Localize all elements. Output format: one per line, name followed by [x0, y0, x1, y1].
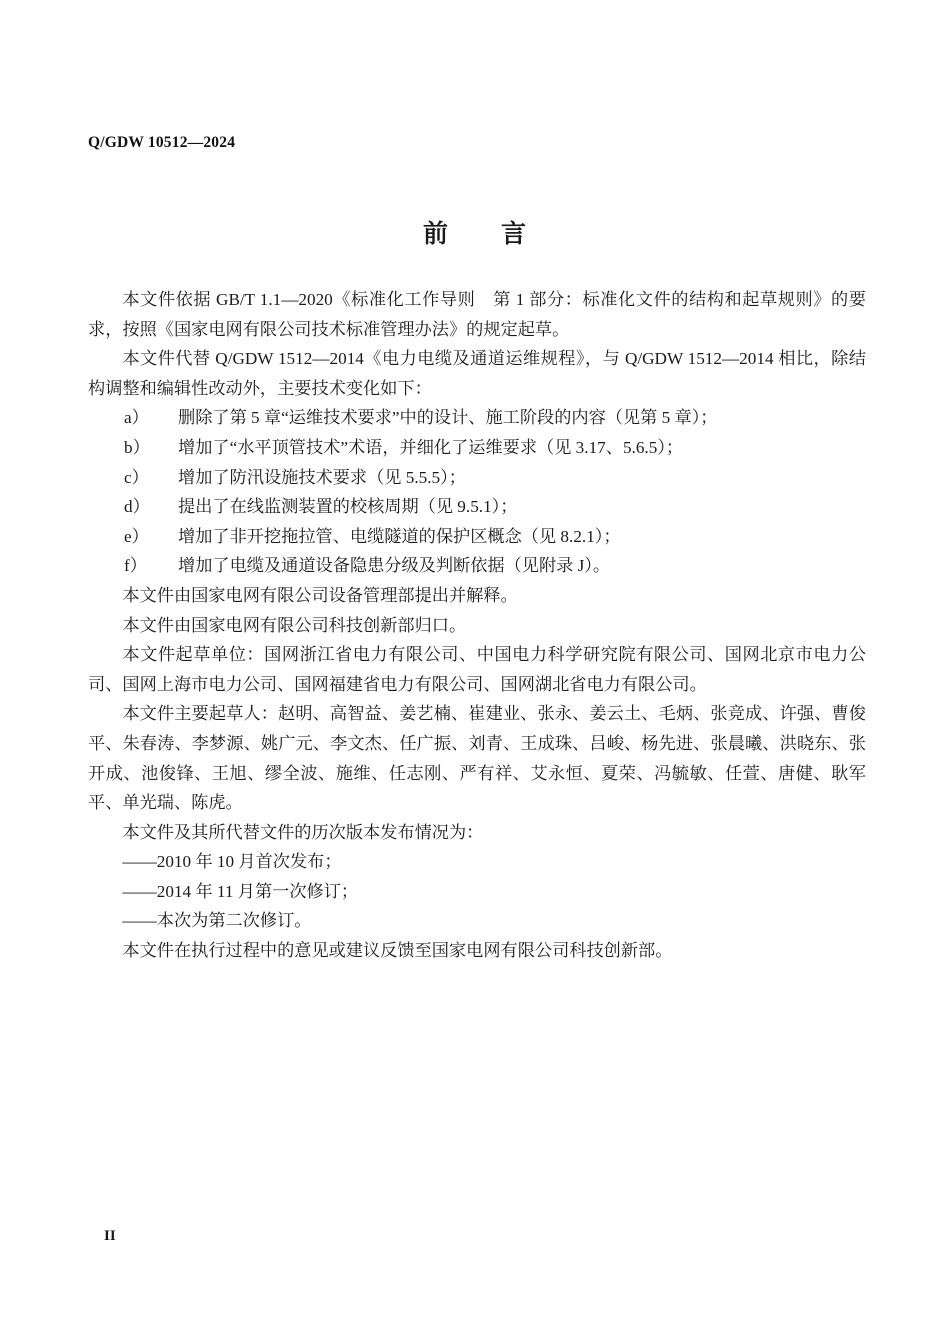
list-item-label: b） [124, 437, 150, 457]
paragraph-administered-by: 本文件由国家电网有限公司科技创新部归口。 [122, 615, 467, 635]
list-item-text: 删除了第 5 章“运维技术要求”中的设计、施工阶段的内容（见第 5 章）； [178, 408, 718, 428]
paragraph-feedback: 本文件在执行过程中的意见或建议反馈至国家电网有限公司科技创新部。 [122, 941, 673, 961]
running-header-standard-number: Q/GDW 10512—2024 [88, 134, 236, 151]
document-body [88, 285, 866, 966]
paragraph-proposed-by: 本文件由国家电网有限公司设备管理部提出并解释。 [122, 585, 518, 605]
paragraph-basis: 本文件依据 GB/T 1.1—2020《标准化工作导则 第 1 部分：标准化文件的结构和起草规则》的要求，按照《国家电网有限公司技术标准管理办法》的规定起草。 [88, 290, 866, 339]
list-item-text: 增加了“水平顶管技术”术语，并细化了运维要求（见 3.17、5.6.5）； [178, 437, 684, 457]
paragraph-main-drafters: 本文件主要起草人：赵明、高智益、姜艺楠、崔建业、张永、姜云土、毛炳、张竞成、许强、曹俊平、朱春涛、李梦源、姚广元、李文杰、任广振、刘青、王成珠、吕峻、杨先进、张晨曦、洪晓东、张开成、池俊锋、王旭、缪全波、施维、任志刚、严有祥、艾永恒、夏荣、冯毓敏、任萱、唐健、耿军平、单光瑞、陈虎。 [88, 704, 866, 813]
list-item [88, 403, 866, 433]
paragraph-drafting-units: 本文件起草单位：国网浙江省电力有限公司、中国电力科学研究院有限公司、国网北京市电力公司、国网上海市电力公司、国网福建省电力有限公司、国网湖北省电力有限公司。 [88, 645, 866, 694]
list-item-label: a） [124, 408, 149, 428]
paragraph-version-history-intro: 本文件及其所代替文件的历次版本发布情况为： [122, 822, 484, 842]
technical-changes-list [88, 403, 866, 581]
list-item [88, 433, 866, 463]
list-item-text: 增加了电缆及通道设备隐患分级及判断依据（见附录 J）。 [178, 556, 611, 576]
page-title: 前 言 [422, 219, 527, 248]
list-item [88, 551, 866, 581]
version-history-item: ——本次为第二次修订。 [122, 911, 312, 931]
page-number: II [104, 1228, 116, 1244]
list-item-label: c） [124, 467, 149, 487]
list-item-text: 增加了防汛设施技术要求（见 5.5.5）； [178, 467, 466, 487]
list-item-text: 提出了在线监测装置的校核周期（见 9.5.1）； [178, 497, 518, 517]
list-item-label: f） [124, 556, 147, 576]
list-item [88, 522, 866, 552]
list-item [88, 492, 866, 522]
list-item [88, 463, 866, 493]
paragraph-replaces: 本文件代替 Q/GDW 1512—2014《电力电缆及通道运维规程》，与 Q/GDW 1512—2014 相比，除结构调整和编辑性改动外，主要技术变化如下： [88, 349, 866, 398]
list-item-label: d） [124, 497, 150, 517]
version-history-item: ——2010 年 10 月首次发布； [122, 852, 342, 872]
list-item-text: 增加了非开挖拖拉管、电缆隧道的保护区概念（见 8.2.1）； [178, 526, 621, 546]
list-item-label: e） [124, 526, 149, 546]
version-history-item: ——2014 年 11 月第一次修订； [122, 881, 359, 901]
